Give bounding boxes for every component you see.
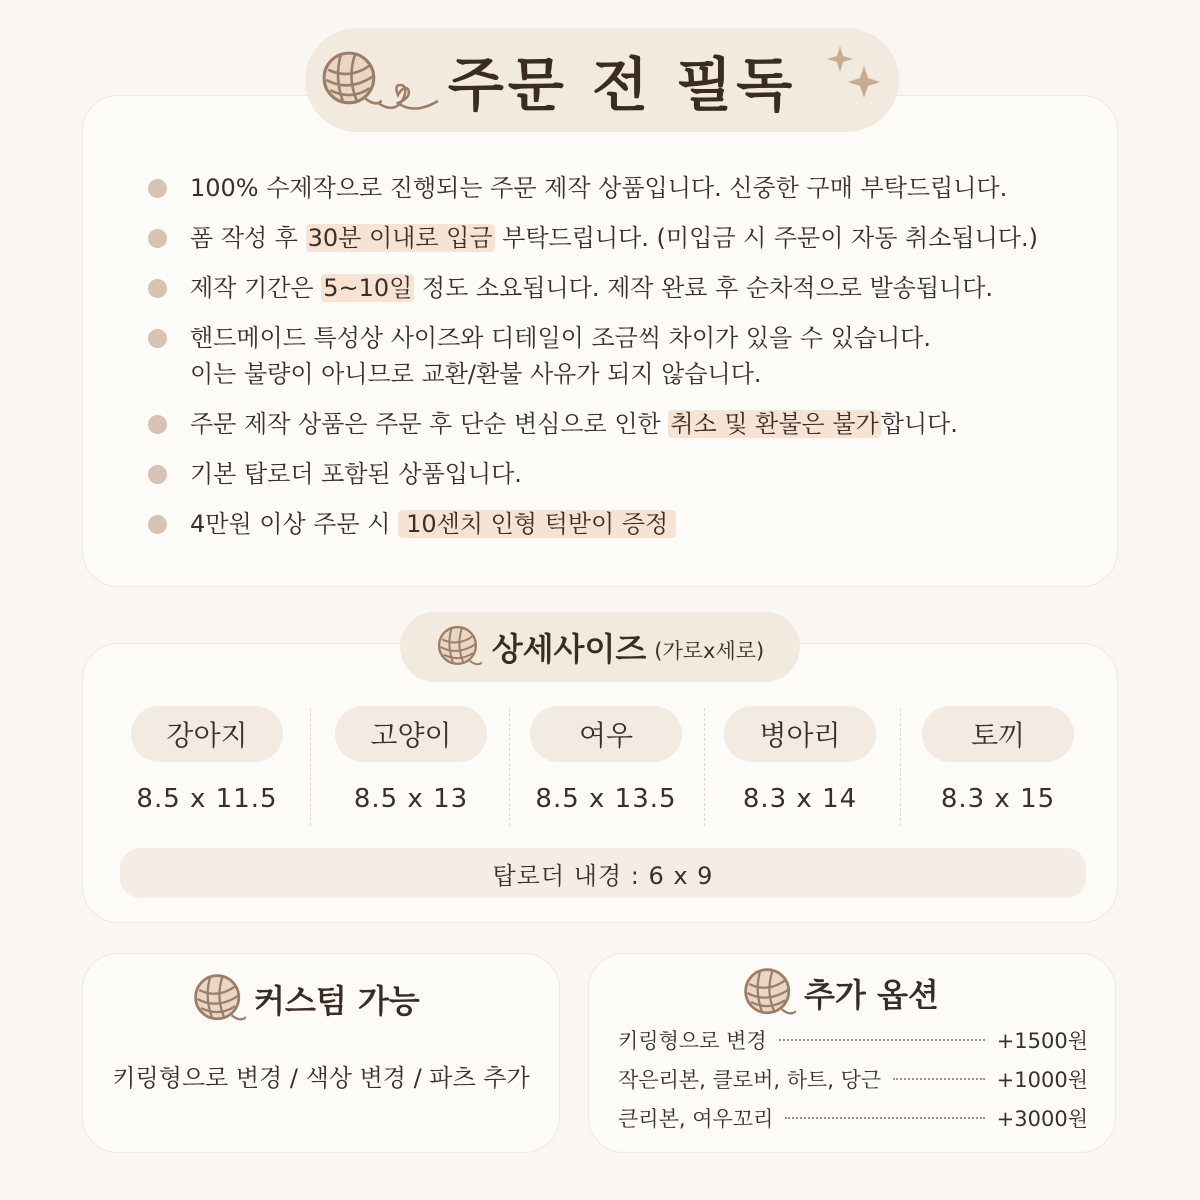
notice-item — [146, 270, 1106, 306]
bullet-dot-icon — [148, 279, 167, 298]
animal-size: 8.5 x 11.5 — [136, 784, 278, 814]
option-name: 키링형으로 변경 — [618, 1029, 767, 1053]
notice-item-text: 정도 소요됩니다. 제작 완료 후 순차적으로 발송됩니다. — [414, 274, 994, 302]
dotted-leader — [785, 1117, 984, 1119]
option-price: +1500원 — [996, 1029, 1088, 1053]
animal-label: 토끼 — [922, 706, 1074, 762]
notice-highlight: 10센치 인형 턱받이 증정 — [398, 510, 676, 538]
bullet-dot-icon — [148, 229, 167, 248]
bullet-dot-icon — [148, 465, 167, 484]
divider — [310, 708, 311, 826]
option-header — [742, 966, 939, 1020]
yarn-icon — [436, 624, 482, 670]
yarn-heart-icon — [318, 45, 440, 115]
notice-item-text: 100% 수제작으로 진행되는 주문 제작 상품입니다. 신중한 구매 부탁드립니다. — [190, 174, 1008, 202]
animal-label: 고양이 — [335, 706, 487, 762]
size-column — [336, 706, 486, 831]
size-title-pill — [400, 612, 800, 682]
animal-size: 8.3 x 14 — [742, 784, 858, 814]
bullet-dot-icon — [148, 415, 167, 434]
animal-label: 병아리 — [724, 706, 876, 762]
animal-size: 8.5 x 13 — [353, 784, 469, 814]
toploader-size: 탑로더 내경 : 6 x 9 — [120, 848, 1086, 898]
custom-options-text: 키링형으로 변경 / 색상 변경 / 파츠 추가 — [112, 1064, 530, 1092]
dotted-leader — [779, 1039, 985, 1041]
animal-size: 8.3 x 15 — [940, 784, 1056, 814]
notice-item-text: 주문 제작 상품은 주문 후 단순 변심으로 인한 — [190, 410, 669, 438]
notice-item — [146, 320, 1106, 392]
option-name: 작은리본, 클로버, 하트, 당근 — [618, 1068, 882, 1092]
size-column — [725, 706, 875, 831]
option-row — [618, 1064, 1088, 1094]
notice-highlight: 30분 이내로 입금 — [307, 224, 493, 252]
sparkle-icon — [826, 42, 886, 102]
size-title: 상세사이즈 — [491, 630, 647, 668]
divider — [704, 708, 705, 826]
option-title: 추가 옵션 — [804, 976, 939, 1014]
yarn-icon — [192, 972, 246, 1026]
notice-item — [146, 170, 1106, 206]
notice-item-text: 4만원 이상 주문 시 — [190, 510, 399, 538]
notice-title: 주문 전 필독 — [447, 51, 797, 119]
notice-item-text: 부탁드립니다. (미입금 시 주문이 자동 취소됩니다.) — [494, 224, 1038, 252]
notice-item — [146, 220, 1106, 256]
animal-label: 여우 — [530, 706, 682, 762]
divider — [509, 708, 510, 826]
yarn-icon — [742, 966, 796, 1020]
notice-item-text: 제작 기간은 — [190, 274, 322, 302]
bullet-dot-icon — [148, 515, 167, 534]
notice-title-pill — [305, 28, 899, 132]
notice-item — [146, 506, 1106, 542]
size-subtitle: (가로x세로) — [654, 639, 765, 663]
size-column — [922, 706, 1074, 831]
animal-size: 8.5 x 13.5 — [535, 784, 677, 814]
notice-item-text: 핸드메이드 특성상 사이즈와 디테일이 조금씩 차이가 있을 수 있습니다. — [190, 324, 931, 352]
notice-item-text: 이는 불량이 아니므로 교환/환불 사유가 되지 않습니다. — [190, 360, 762, 388]
notice-item-text: 기본 탑로더 포함된 상품입니다. — [190, 460, 522, 488]
notice-list — [146, 170, 1106, 556]
custom-header — [192, 972, 420, 1026]
divider — [900, 708, 901, 826]
option-name: 큰리본, 여우꼬리 — [618, 1107, 774, 1131]
dotted-leader — [893, 1078, 984, 1080]
size-column — [130, 706, 284, 831]
option-row — [618, 1025, 1088, 1055]
size-column — [531, 706, 681, 831]
notice-item-text: 합니다. — [880, 410, 958, 438]
notice-highlight: 취소 및 환불은 불가 — [670, 410, 879, 438]
notice-item-text: 폼 작성 후 — [190, 224, 306, 252]
notice-item — [146, 456, 1106, 492]
option-row — [618, 1103, 1088, 1133]
notice-highlight: 5~10일 — [323, 274, 413, 302]
notice-item — [146, 406, 1106, 442]
animal-label: 강아지 — [131, 706, 283, 762]
option-price: +3000원 — [996, 1107, 1088, 1131]
bullet-dot-icon — [148, 329, 167, 348]
option-price: +1000원 — [996, 1068, 1088, 1092]
custom-title: 커스텀 가능 — [254, 982, 420, 1020]
bullet-dot-icon — [148, 179, 167, 198]
